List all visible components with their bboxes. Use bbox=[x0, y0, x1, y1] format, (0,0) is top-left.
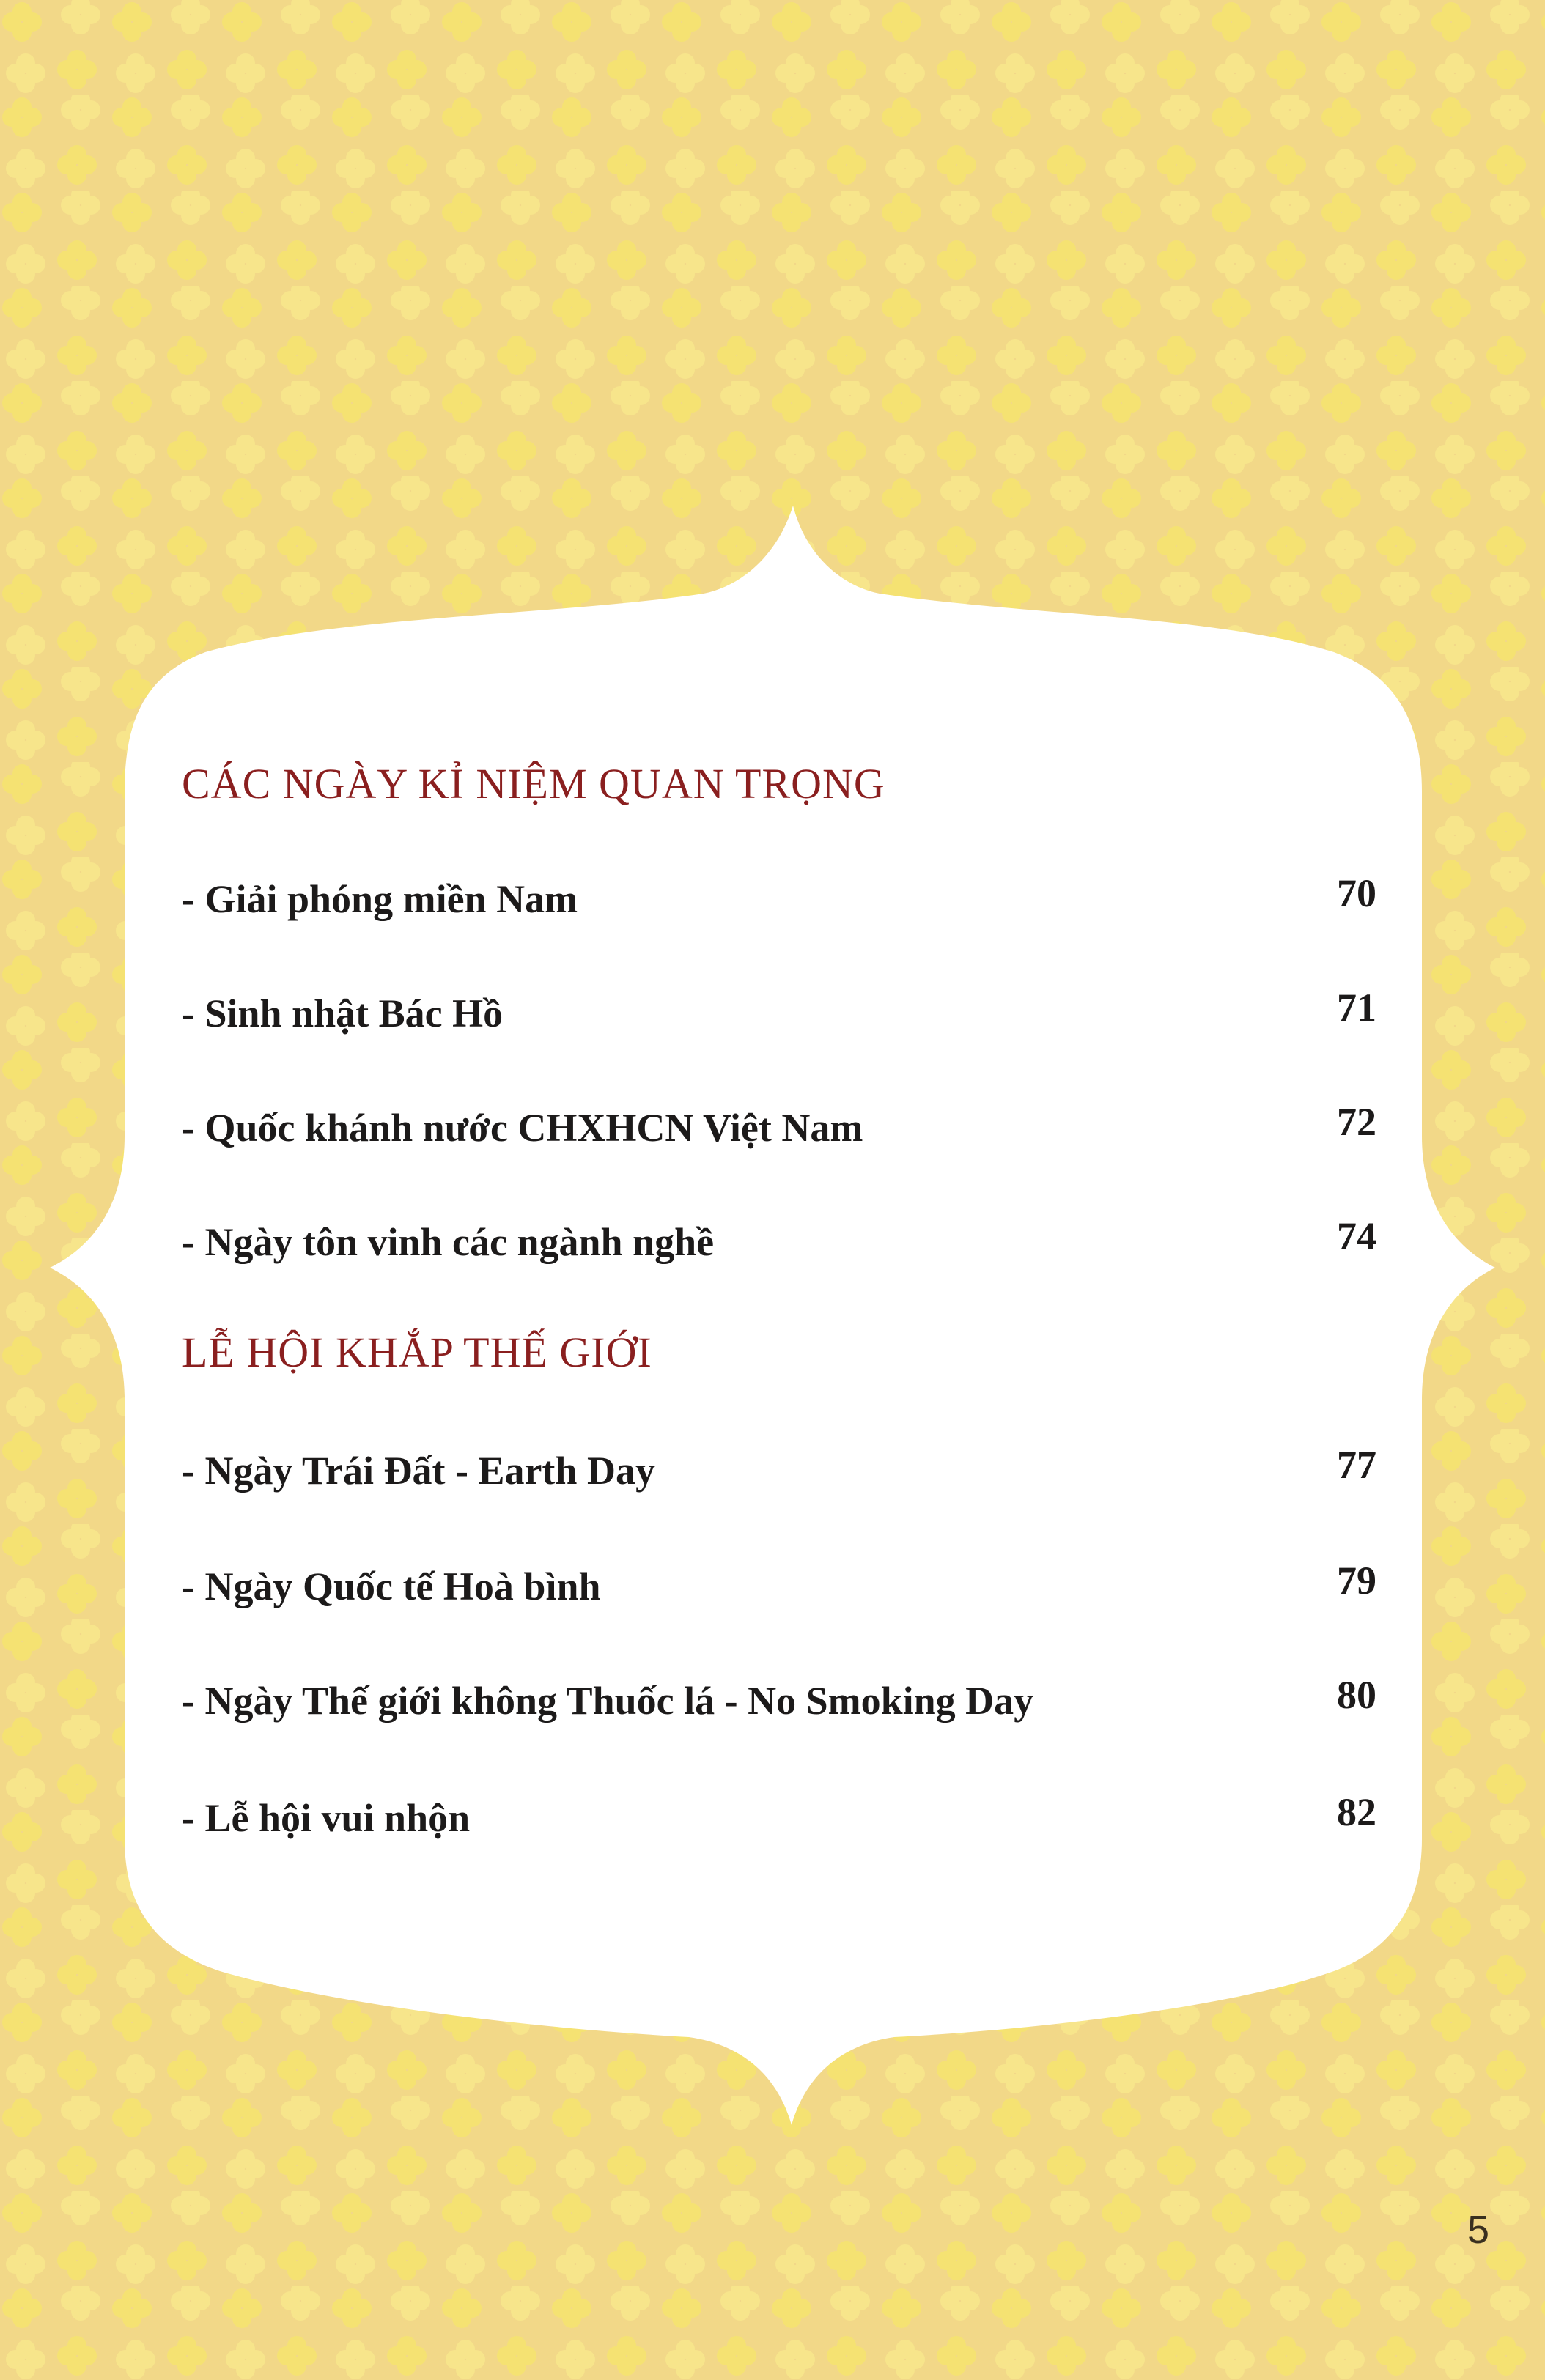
toc-entry-label: - Sinh nhật Bác Hồ bbox=[182, 991, 504, 1035]
toc-entry[interactable] bbox=[182, 871, 1376, 935]
toc-entry-page: 82 bbox=[1337, 1790, 1376, 1834]
section-title-world-festivals: LỄ HỘI KHẮP THẾ GIỚI bbox=[182, 1328, 652, 1376]
toc-entry[interactable] bbox=[182, 1100, 1376, 1164]
toc-entry-page: 71 bbox=[1337, 986, 1376, 1030]
toc-entry-label: - Ngày tôn vinh các ngành nghề bbox=[182, 1220, 715, 1264]
toc-entry-page: 80 bbox=[1337, 1673, 1376, 1717]
toc-entry[interactable] bbox=[182, 1214, 1376, 1278]
section-title-commemorations: CÁC NGÀY KỈ NIỆM QUAN TRỌNG bbox=[182, 760, 885, 808]
toc-entry[interactable] bbox=[182, 1443, 1376, 1507]
toc-entry-page: 74 bbox=[1337, 1214, 1376, 1258]
toc-entry-page: 72 bbox=[1337, 1100, 1376, 1144]
toc-entry-label: - Giải phóng miền Nam bbox=[182, 877, 578, 921]
toc-entry-label: - Ngày Trái Đất - Earth Day bbox=[182, 1449, 655, 1493]
toc-entry[interactable] bbox=[182, 1559, 1376, 1622]
toc-entry-label: - Lễ hội vui nhộn bbox=[182, 1796, 471, 1840]
toc-entry[interactable] bbox=[182, 986, 1376, 1049]
toc-entry-label: - Ngày Quốc tế Hoà bình bbox=[182, 1564, 601, 1608]
page-number: 5 bbox=[1467, 2208, 1490, 2252]
toc-entry-page: 79 bbox=[1337, 1559, 1376, 1603]
toc-entry-page: 70 bbox=[1337, 871, 1376, 915]
toc-entry[interactable] bbox=[182, 1673, 1376, 1737]
toc-entry-label: - Ngày Thế giới không Thuốc lá - No Smoking Day bbox=[182, 1679, 1034, 1723]
toc-entry-page: 77 bbox=[1337, 1443, 1376, 1487]
toc-entry-label: - Quốc khánh nước CHXHCN Việt Nam bbox=[182, 1106, 863, 1150]
toc-entry[interactable] bbox=[182, 1790, 1376, 1854]
